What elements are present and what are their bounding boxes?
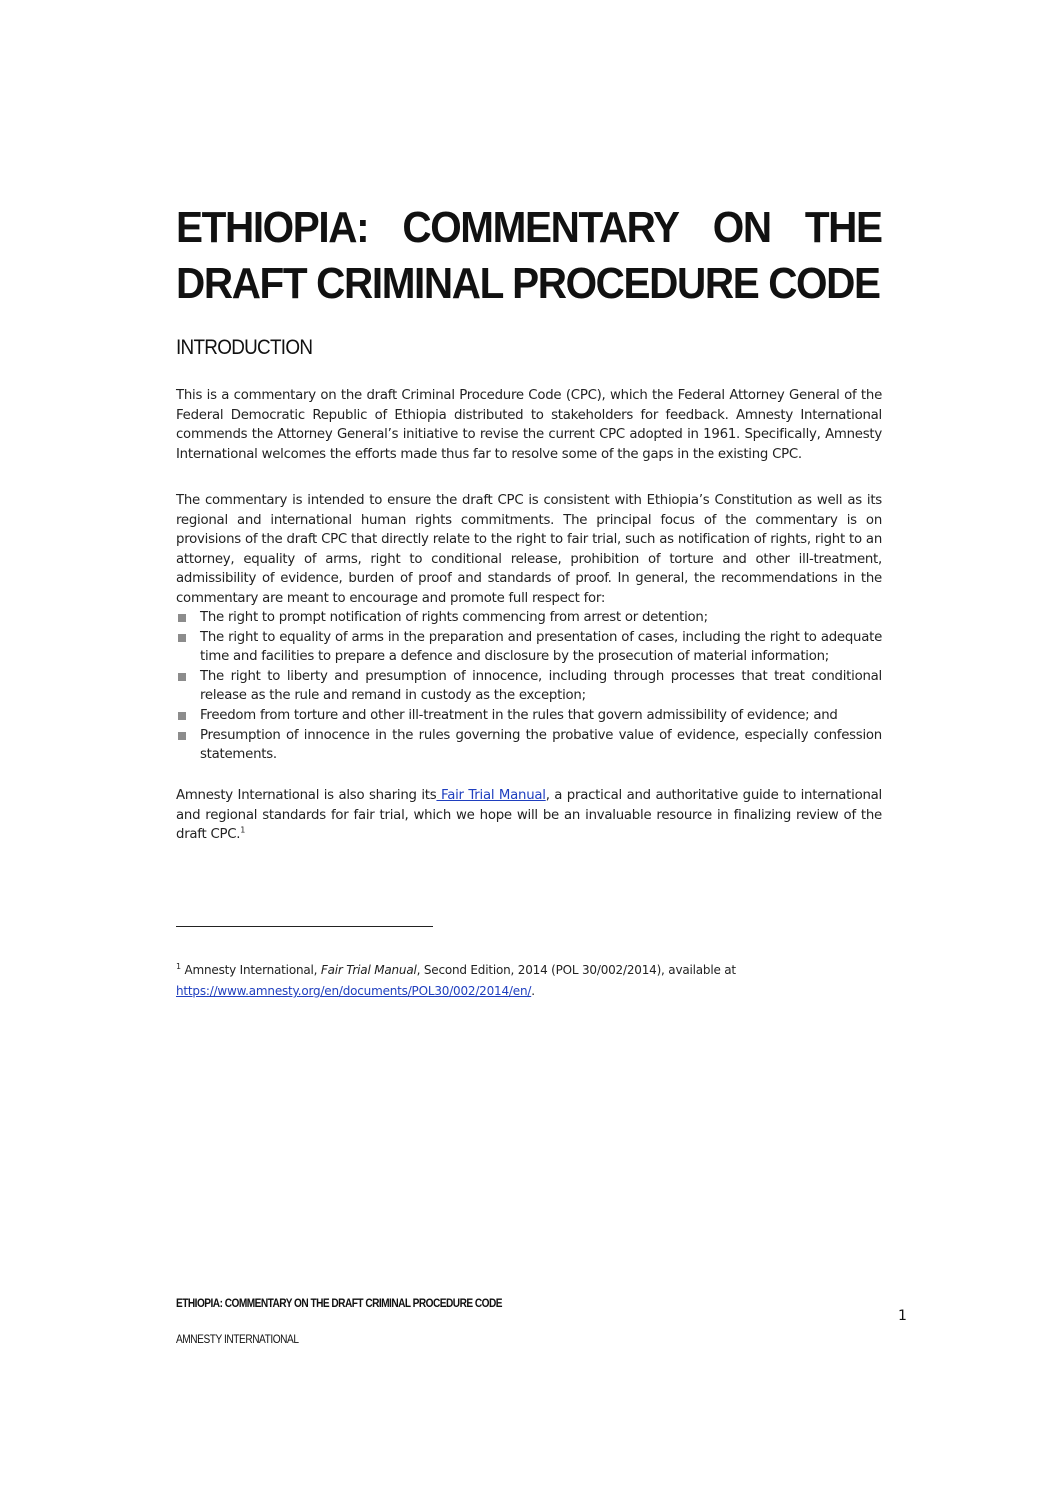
- title-word: ON: [712, 203, 771, 252]
- square-bullet-icon: [178, 634, 186, 642]
- footnote-url-link[interactable]: https://www.amnesty.org/en/documents/POL30/002/2014/en/: [176, 984, 532, 998]
- square-bullet-icon: [178, 732, 186, 740]
- paragraph-text: , a practical and authoritative guide to international and regional standards for fair trial, which we hope will be an invaluable resource in finalizing review of the draft CPC.: [176, 788, 882, 843]
- title-word: ETHIOPIA:: [176, 203, 369, 252]
- list-item: [176, 628, 882, 667]
- intro-paragraph-1: This is a commentary on the draft Criminal Procedure Code (CPC), which the Federal Attorney General of the Federal Democratic Republic of Ethiopia distributed to stakeholders for feedback. Amnesty International commends the Attorney General’s initiative to revise the current CPC adopted in 1961. Specifically, Amnesty International welcomes the efforts made thus far to resolve some of the gaps in the existing CPC.: [176, 388, 882, 462]
- footer-document-title: ETHIOPIA: COMMENTARY ON THE DRAFT CRIMINAL PROCEDURE CODE: [176, 1298, 502, 1310]
- list-item-text: The right to liberty and presumption of innocence, including through processes that treat conditional release as the rule and remand in custody as the exception;: [200, 668, 882, 704]
- footnote-separator: [176, 926, 433, 927]
- title-line-2: DRAFT CRIMINAL PROCEDURE CODE: [176, 259, 880, 308]
- list-item-text: Freedom from torture and other ill-treatment in the rules that govern admissibility of evidence; and: [200, 707, 838, 723]
- paragraph-text: Amnesty International is also sharing its: [176, 788, 437, 803]
- footnote-1: [176, 960, 882, 1002]
- footnote-text: , Second Edition, 2014 (POL 30/002/2014), available at: [416, 963, 736, 977]
- rights-bullet-list: [176, 608, 882, 765]
- document-title: [176, 200, 882, 312]
- footnote-text: Amnesty International,: [180, 963, 321, 977]
- title-line-1: [176, 200, 882, 256]
- footnote-reference[interactable]: 1: [240, 825, 246, 835]
- list-item-text: The right to prompt notification of rights commencing from arrest or detention;: [200, 610, 708, 625]
- square-bullet-icon: [178, 673, 186, 681]
- page-number: 1: [898, 1308, 907, 1324]
- list-item: [176, 608, 882, 628]
- list-item-text: Presumption of innocence in the rules governing the probative value of evidence, especially confession statements.: [200, 727, 882, 763]
- title-word: THE: [804, 203, 882, 252]
- intro-paragraph-3: [176, 786, 882, 845]
- footnote-text: .: [531, 984, 535, 998]
- footnote-italic-title: Fair Trial Manual: [320, 963, 417, 977]
- list-item-text: The right to equality of arms in the preparation and presentation of cases, including the right to adequate time and facilities to prepare a defence and disclosure by the prosecution of material information;: [200, 629, 882, 665]
- fair-trial-manual-link[interactable]: Fair Trial Manual: [436, 788, 546, 803]
- footer-organization: AMNESTY INTERNATIONAL: [176, 1334, 299, 1346]
- list-item: [176, 726, 882, 765]
- intro-paragraph-2: The commentary is intended to ensure the draft CPC is consistent with Ethiopia’s Constitution as well as its regional and international human rights commitments. The principal focus of the commentary is on provisions of the draft CPC that directly relate to the right to fair trial, such as notification of rights, right to an attorney, equality of arms, right to conditional release, prohibition of torture and other ill-treatment, admissibility of evidence, burden of proof and standards of proof. In general, the recommendations in the commentary are meant to encourage and promote full respect for:: [176, 493, 882, 606]
- title-word: COMMENTARY: [402, 203, 679, 252]
- footnote-number: 1: [176, 962, 181, 971]
- square-bullet-icon: [178, 614, 186, 622]
- list-item: [176, 706, 882, 726]
- list-item: [176, 667, 882, 706]
- square-bullet-icon: [178, 712, 186, 720]
- section-heading-introduction: INTRODUCTION: [176, 336, 313, 359]
